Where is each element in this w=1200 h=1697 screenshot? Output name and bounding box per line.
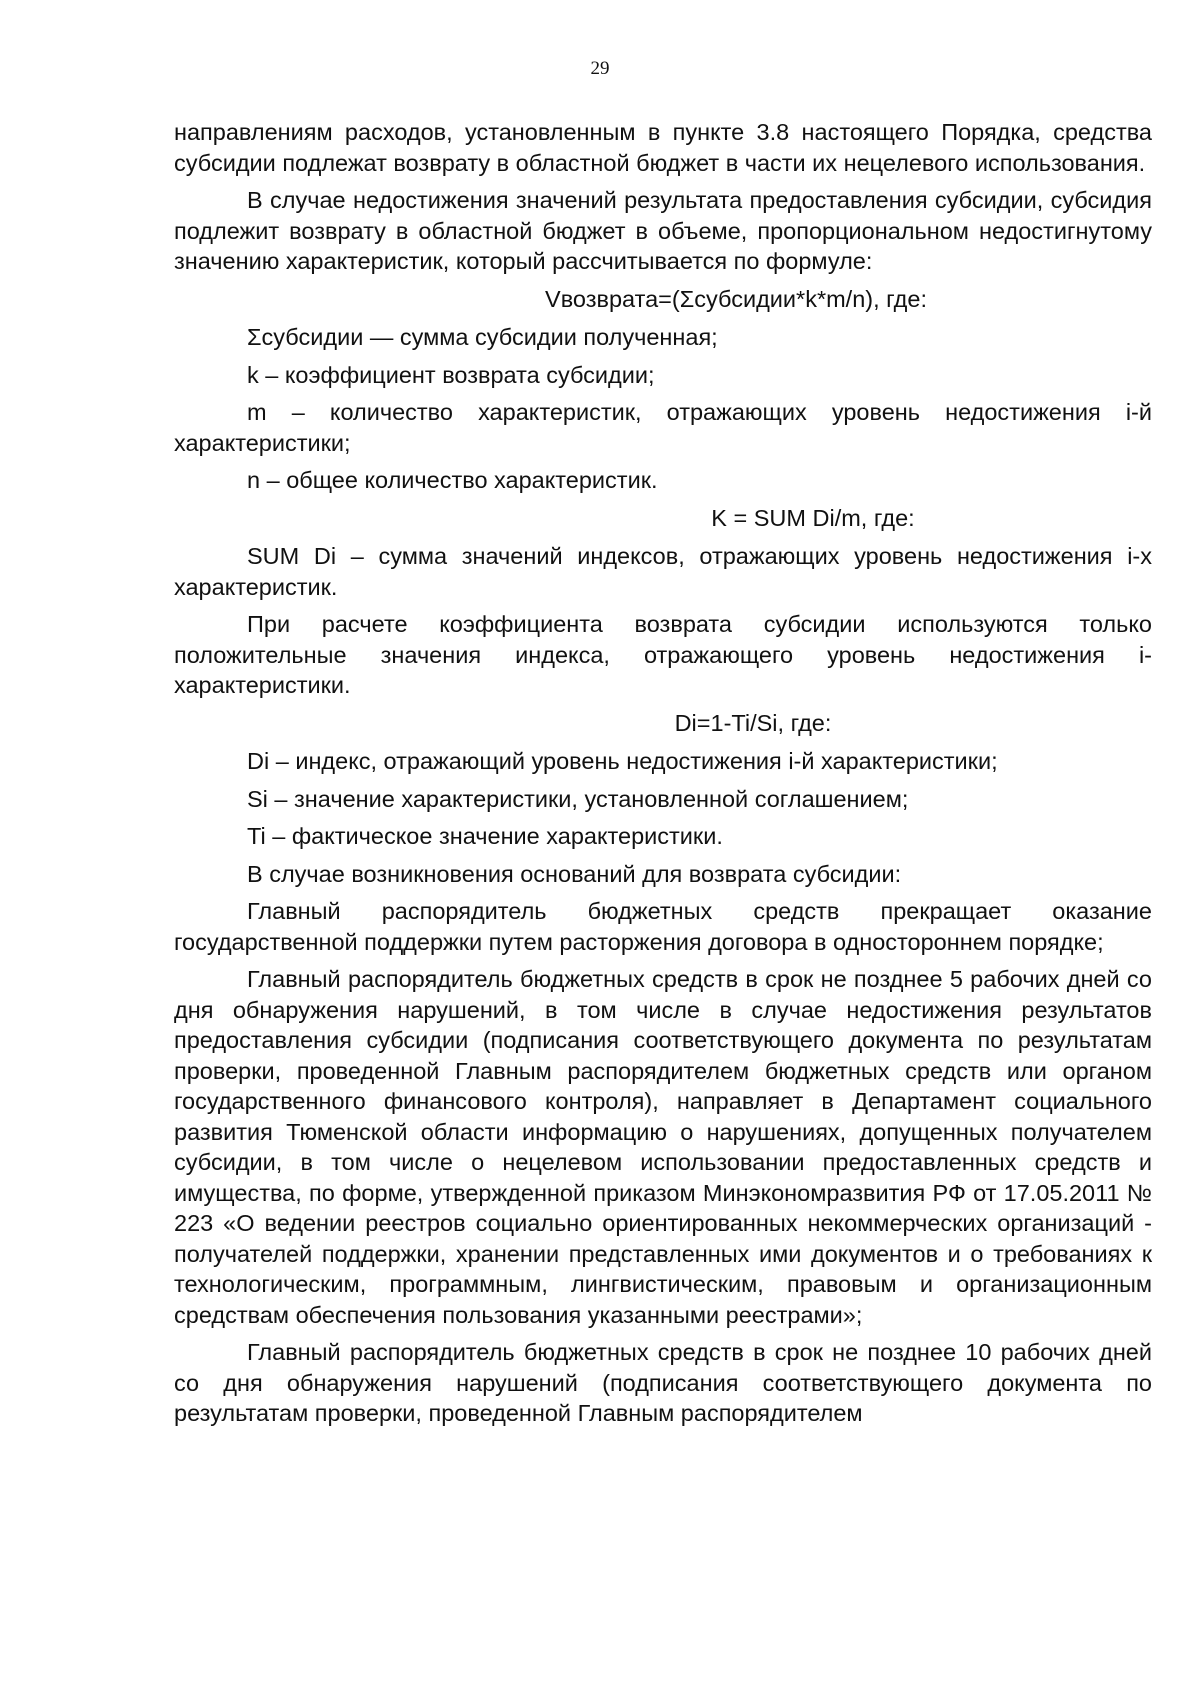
definition-sum-subsidy: Σсубсидии — сумма субсидии полученная; [247,324,718,350]
definition-di: Di – индекс, отражающий уровень недостижения i-й характеристики; [247,748,998,774]
definition-sum-di: SUM Di – сумма значений индексов, отражающих уровень недостижения i-х характеристик. [174,543,1152,600]
paragraph-ten-days: Главный распорядитель бюджетных средств в срок не позднее 10 рабочих дней со дня обнаружения нарушений (подписания соответствующего документа по результатам проверки, проведенной Главным распорядителем [174,1339,1152,1426]
paragraph-return-formula-intro: В случае недостижения значений результата предоставления субсидии, субсидия подлежит возврату в областной бюджет в объеме, пропорциональном недостигнутому значению характеристик, который рассчитывается по формуле: [174,187,1152,274]
paragraph-five-days: Главный распорядитель бюджетных средств в срок не позднее 5 рабочих дней со дня обнаружения нарушений, в том числе в случае недостижения результатов предоставления субсидии (подписания соответствующего документа по результатам проверки, проведенной Главным распорядителем бюджетных средств или органом государственного финансового контроля), направляет в Департамент социального развития Тюменской области информацию о нарушениях, допущенных получателем субсидии, в том числе о нецелевом использовании предоставленных средств и имущества, по форме, утвержденной приказом Минэкономразвития РФ от 17.05.2011 № 223 «О ведении реестров социально ориентированных некоммерческих организаций - получателей поддержки, хранении представленных ими документов и о требованиях к технологическим, программным, лингвистическим, правовым и организационным средствам обеспечения пользования указанными реестрами»; [174,966,1152,1328]
document-body [174,117,1152,1436]
formula-return-amount: Vвозврата=(Σсубсидии*k*m/n), где: [545,285,927,312]
paragraph-continuation: направлениям расходов, установленным в пункте 3.8 настоящего Порядка, средства субсидии подлежат возврату в областной бюджет в части их нецелевого использования. [174,119,1152,176]
definition-k: k – коэффициент возврата субсидии; [247,361,655,388]
formula-coefficient: K = SUM Di/m, где: [711,504,915,531]
formula-index: Di=1-Ti/Si, где: [674,709,832,736]
definition-ti: Ti – фактическое значение характеристики. [247,823,723,849]
paragraph-grounds-for-return: В случае возникновения оснований для возврата субсидии: [247,860,902,887]
page-number: 29 [590,58,610,79]
definition-n: n – общее количество характеристик. [247,467,658,493]
paragraph-positive-values: При расчете коэффициента возврата субсидии используются только положительные значения индекса, отражающего уровень недостижения i-характеристики. [174,611,1152,698]
definition-m: m – количество характеристик, отражающих уровень недостижения i-й характеристики; [174,399,1152,456]
definition-si: Si – значение характеристики, установленной соглашением; [247,785,909,812]
paragraph-termination: Главный распорядитель бюджетных средств прекращает оказание государственной поддержки путем расторжения договора в одностороннем порядке; [174,898,1152,955]
